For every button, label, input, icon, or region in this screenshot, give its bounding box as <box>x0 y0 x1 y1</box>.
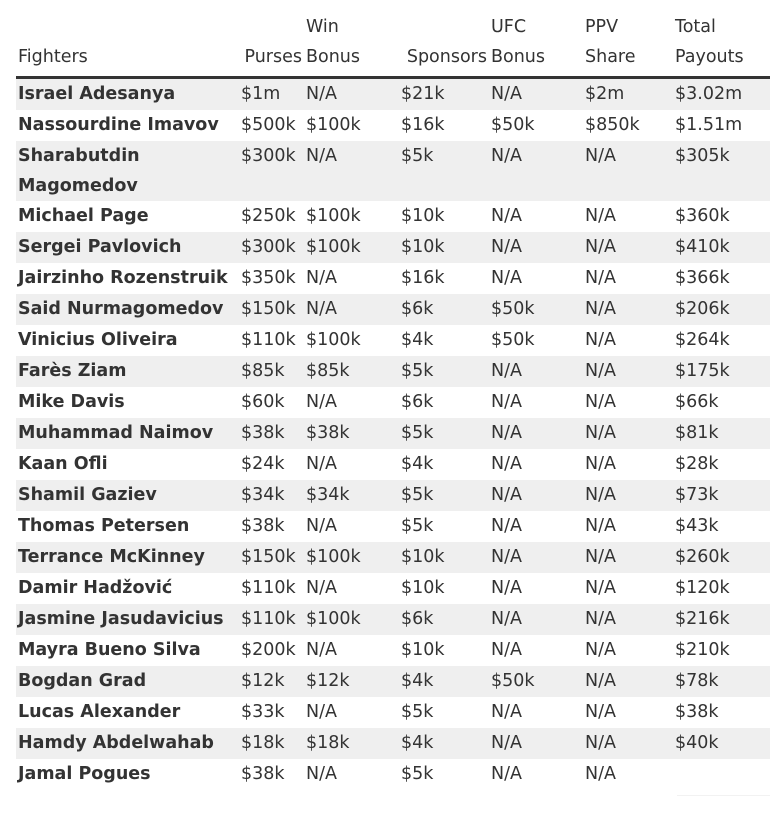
sponsors-cell: $5k <box>399 697 489 728</box>
purse-cell: $12k <box>239 666 304 697</box>
sponsors-cell: $5k <box>399 418 489 449</box>
sponsors-cell: $5k <box>399 141 489 201</box>
header-total-payouts <box>673 12 770 78</box>
header-ufc-bonus-line2: Bonus <box>491 47 546 67</box>
table-row <box>16 635 770 666</box>
ufc-bonus-cell: N/A <box>489 418 583 449</box>
total-payout-cell: $1.51m <box>673 110 770 141</box>
sponsors-cell: $16k <box>399 110 489 141</box>
win-bonus-cell: N/A <box>304 697 399 728</box>
fighter-name: Lucas Alexander <box>16 697 239 728</box>
win-bonus-cell: N/A <box>304 573 399 604</box>
win-bonus-cell: $100k <box>304 325 399 356</box>
header-total-payouts-line2: Payouts <box>675 47 744 67</box>
header-ufc-bonus-line1: UFC <box>491 17 527 37</box>
win-bonus-cell: $100k <box>304 201 399 232</box>
win-bonus-cell: $34k <box>304 480 399 511</box>
ufc-bonus-cell: N/A <box>489 449 583 480</box>
sponsors-cell: $4k <box>399 449 489 480</box>
ppv-share-cell: N/A <box>583 542 673 573</box>
ppv-share-cell: N/A <box>583 325 673 356</box>
header-ppv-share <box>583 12 673 78</box>
sponsors-cell: $6k <box>399 604 489 635</box>
ufc-bonus-cell: N/A <box>489 263 583 294</box>
table-row <box>16 604 770 635</box>
ufc-bonus-cell: N/A <box>489 697 583 728</box>
fighter-name: Mayra Bueno Silva <box>16 635 239 666</box>
fighter-name: Jamal Pogues <box>16 759 239 796</box>
sponsors-cell: $10k <box>399 201 489 232</box>
purse-cell: $18k <box>239 728 304 759</box>
ufc-bonus-cell: $50k <box>489 110 583 141</box>
ufc-bonus-cell: N/A <box>489 542 583 573</box>
ppv-share-cell: $850k <box>583 110 673 141</box>
fighter-name: Michael Page <box>16 201 239 232</box>
ppv-share-cell: N/A <box>583 449 673 480</box>
ppv-share-cell: N/A <box>583 418 673 449</box>
fighter-name: Jasmine Jasudavicius <box>16 604 239 635</box>
table-body <box>16 78 770 797</box>
fighter-name: Israel Adesanya <box>16 78 239 111</box>
fighter-name: Said Nurmagomedov <box>16 294 239 325</box>
fighter-name: Farès Ziam <box>16 356 239 387</box>
purse-cell: $110k <box>239 325 304 356</box>
table-row <box>16 201 770 232</box>
header-sponsors-label: Sponsors <box>406 47 487 67</box>
total-payout-cell: $366k <box>673 263 770 294</box>
header-win-bonus-line1: Win <box>306 17 339 37</box>
table-row <box>16 232 770 263</box>
purse-cell: $24k <box>239 449 304 480</box>
fighter-name: Muhammad Naimov <box>16 418 239 449</box>
fighter-name: Terrance McKinney <box>16 542 239 573</box>
total-payout-cell: $410k <box>673 232 770 263</box>
table-row <box>16 294 770 325</box>
purse-cell: $33k <box>239 697 304 728</box>
header-ppv-share-line2: Share <box>585 47 636 67</box>
purse-cell: $110k <box>239 573 304 604</box>
total-payout-cell: $38k <box>673 697 770 728</box>
win-bonus-cell: N/A <box>304 141 399 201</box>
win-bonus-cell: $100k <box>304 604 399 635</box>
purse-cell: $350k <box>239 263 304 294</box>
total-payout-cell: $3.02m <box>673 78 770 111</box>
fighter-name: Mike Davis <box>16 387 239 418</box>
fighter-name: Damir Hadžović <box>16 573 239 604</box>
purse-cell: $250k <box>239 201 304 232</box>
total-payout-cell: $43k <box>673 511 770 542</box>
header-ppv-share-line1: PPV <box>585 17 619 37</box>
win-bonus-cell: N/A <box>304 263 399 294</box>
total-payout-cell: $360k <box>673 201 770 232</box>
ppv-share-cell: N/A <box>583 697 673 728</box>
purse-cell: $85k <box>239 356 304 387</box>
win-bonus-cell: $100k <box>304 232 399 263</box>
ufc-bonus-cell: $50k <box>489 325 583 356</box>
total-payout-cell: $28k <box>673 449 770 480</box>
sponsors-cell: $4k <box>399 728 489 759</box>
header-row <box>16 12 770 78</box>
fighter-name: Jairzinho Rozenstruik <box>16 263 239 294</box>
table-row <box>16 697 770 728</box>
ppv-share-cell: N/A <box>583 387 673 418</box>
sponsors-cell: $10k <box>399 542 489 573</box>
ppv-share-cell: N/A <box>583 201 673 232</box>
total-payout-cell <box>673 759 770 796</box>
win-bonus-cell: N/A <box>304 294 399 325</box>
sponsors-cell: $5k <box>399 511 489 542</box>
total-payout-cell: $81k <box>673 418 770 449</box>
table-row <box>16 728 770 759</box>
table-row <box>16 418 770 449</box>
total-payout-cell: $66k <box>673 387 770 418</box>
fighter-name: Sergei Pavlovich <box>16 232 239 263</box>
win-bonus-cell: $100k <box>304 542 399 573</box>
ppv-share-cell: N/A <box>583 666 673 697</box>
purse-cell: $150k <box>239 542 304 573</box>
ppv-share-cell: N/A <box>583 604 673 635</box>
total-payout-cell: $120k <box>673 573 770 604</box>
header-sponsors <box>399 12 489 78</box>
purse-cell: $200k <box>239 635 304 666</box>
sponsors-cell: $21k <box>399 78 489 111</box>
win-bonus-cell: $18k <box>304 728 399 759</box>
ppv-share-cell: N/A <box>583 511 673 542</box>
ufc-bonus-cell: N/A <box>489 356 583 387</box>
win-bonus-cell: $85k <box>304 356 399 387</box>
sponsors-cell: $6k <box>399 387 489 418</box>
purse-cell: $300k <box>239 232 304 263</box>
table-row <box>16 759 770 796</box>
win-bonus-cell: N/A <box>304 78 399 111</box>
win-bonus-cell: N/A <box>304 635 399 666</box>
win-bonus-cell: $12k <box>304 666 399 697</box>
sponsors-cell: $4k <box>399 325 489 356</box>
total-payout-cell: $40k <box>673 728 770 759</box>
table-row <box>16 78 770 111</box>
fighter-name: Nassourdine Imavov <box>16 110 239 141</box>
ppv-share-cell: N/A <box>583 356 673 387</box>
sponsors-cell: $10k <box>399 635 489 666</box>
purse-cell: $150k <box>239 294 304 325</box>
purse-cell: $38k <box>239 418 304 449</box>
table-row <box>16 387 770 418</box>
purse-cell: $60k <box>239 387 304 418</box>
purse-cell: $500k <box>239 110 304 141</box>
ufc-bonus-cell: N/A <box>489 728 583 759</box>
win-bonus-cell: N/A <box>304 759 399 796</box>
header-win-bonus <box>304 12 399 78</box>
ufc-bonus-cell: N/A <box>489 635 583 666</box>
total-payout-cell: $73k <box>673 480 770 511</box>
table-row <box>16 511 770 542</box>
sponsors-cell: $10k <box>399 573 489 604</box>
ppv-share-cell: N/A <box>583 759 673 796</box>
fighter-name: Shamil Gaziev <box>16 480 239 511</box>
total-payout-cell: $264k <box>673 325 770 356</box>
ufc-bonus-cell: N/A <box>489 573 583 604</box>
purse-cell: $34k <box>239 480 304 511</box>
ppv-share-cell: N/A <box>583 728 673 759</box>
header-ufc-bonus <box>489 12 583 78</box>
header-purses-label: Purses <box>244 47 302 67</box>
table-row <box>16 449 770 480</box>
ppv-share-cell: $2m <box>583 78 673 111</box>
ufc-bonus-cell: $50k <box>489 666 583 697</box>
header-total-payouts-line1: Total <box>675 17 716 37</box>
purse-cell: $38k <box>239 511 304 542</box>
table-header <box>16 12 770 78</box>
ufc-bonus-cell: N/A <box>489 604 583 635</box>
ppv-share-cell: N/A <box>583 573 673 604</box>
sponsors-cell: $4k <box>399 666 489 697</box>
total-payout-cell: $175k <box>673 356 770 387</box>
fighter-name: Sharabutdin Magomedov <box>16 141 239 201</box>
header-purses <box>239 12 304 78</box>
win-bonus-cell: N/A <box>304 511 399 542</box>
sponsors-cell: $5k <box>399 759 489 796</box>
table-row <box>16 263 770 294</box>
ufc-bonus-cell: N/A <box>489 141 583 201</box>
table-row <box>16 141 770 201</box>
header-fighters-label: Fighters <box>18 47 88 67</box>
ufc-bonus-cell: $50k <box>489 294 583 325</box>
ufc-bonus-cell: N/A <box>489 387 583 418</box>
ppv-share-cell: N/A <box>583 232 673 263</box>
divider <box>677 795 770 796</box>
ufc-bonus-cell: N/A <box>489 480 583 511</box>
ufc-bonus-cell: N/A <box>489 759 583 796</box>
total-payout-cell: $216k <box>673 604 770 635</box>
purse-cell: $1m <box>239 78 304 111</box>
win-bonus-cell: $100k <box>304 110 399 141</box>
total-payout-cell: $206k <box>673 294 770 325</box>
sponsors-cell: $10k <box>399 232 489 263</box>
total-payout-cell: $305k <box>673 141 770 201</box>
ppv-share-cell: N/A <box>583 294 673 325</box>
table-row <box>16 666 770 697</box>
win-bonus-cell: N/A <box>304 449 399 480</box>
fighter-payouts-table <box>16 12 770 796</box>
fighter-name: Vinicius Oliveira <box>16 325 239 356</box>
purse-cell: $300k <box>239 141 304 201</box>
total-payout-cell: $260k <box>673 542 770 573</box>
table-row <box>16 110 770 141</box>
fighter-name: Thomas Petersen <box>16 511 239 542</box>
purse-cell: $110k <box>239 604 304 635</box>
ufc-bonus-cell: N/A <box>489 78 583 111</box>
sponsors-cell: $5k <box>399 356 489 387</box>
sponsors-cell: $5k <box>399 480 489 511</box>
ppv-share-cell: N/A <box>583 635 673 666</box>
total-payout-cell: $78k <box>673 666 770 697</box>
sponsors-cell: $16k <box>399 263 489 294</box>
table-row <box>16 356 770 387</box>
win-bonus-cell: N/A <box>304 387 399 418</box>
table-row <box>16 573 770 604</box>
table-row <box>16 325 770 356</box>
header-fighters <box>16 12 239 78</box>
header-win-bonus-line2: Bonus <box>306 47 361 67</box>
ppv-share-cell: N/A <box>583 141 673 201</box>
table-row <box>16 480 770 511</box>
win-bonus-cell: $38k <box>304 418 399 449</box>
purse-cell: $38k <box>239 759 304 796</box>
total-payout-cell: $210k <box>673 635 770 666</box>
sponsors-cell: $6k <box>399 294 489 325</box>
ppv-share-cell: N/A <box>583 263 673 294</box>
ufc-bonus-cell: N/A <box>489 232 583 263</box>
fighter-name: Hamdy Abdelwahab <box>16 728 239 759</box>
ppv-share-cell: N/A <box>583 480 673 511</box>
ufc-bonus-cell: N/A <box>489 511 583 542</box>
fighter-name: Kaan Ofli <box>16 449 239 480</box>
table-row <box>16 542 770 573</box>
fighter-name: Bogdan Grad <box>16 666 239 697</box>
ufc-bonus-cell: N/A <box>489 201 583 232</box>
